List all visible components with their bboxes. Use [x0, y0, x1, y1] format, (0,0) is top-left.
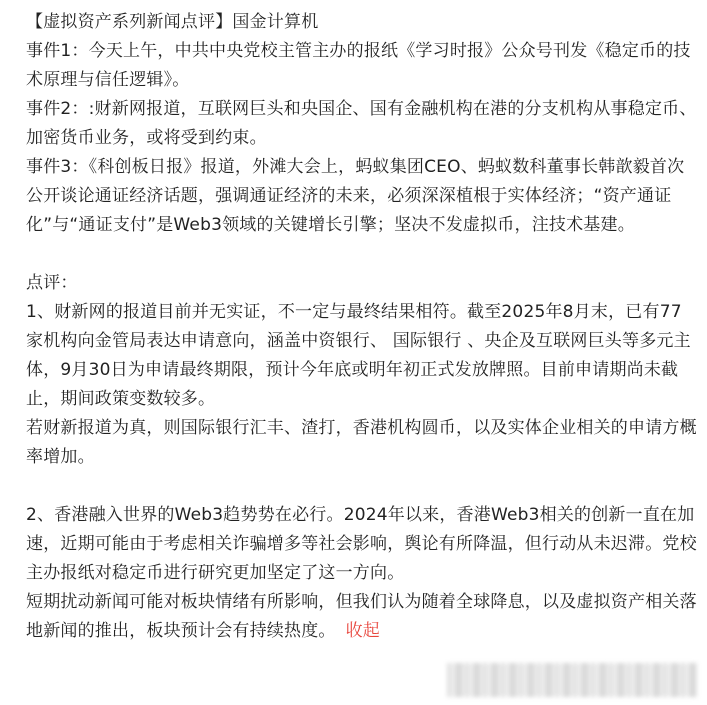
collapse-link[interactable]: 收起 — [345, 621, 381, 641]
comment-2-followup-text: 短期扰动新闻可能对板块情绪有所影响，但我们认为随着全球降息，以及虚拟资产相关落地新闻的推出，板块预计会有持续热度。 — [26, 592, 697, 641]
blurred-overlay — [447, 663, 697, 697]
spacer — [26, 240, 697, 269]
event-1: 事件1：今天上午，中共中央党校主管主办的报纸《学习时报》公众号刊发《稳定币的技术原理与信任逻辑》。 — [26, 41, 691, 90]
comment-1-followup: 若财新报道为真，则国际银行汇丰、渣打，香港机构圆币，以及实体企业相关的申请方概率增加。 — [26, 418, 697, 467]
post-title: 【虚拟资产系列新闻点评】国金计算机 — [26, 12, 319, 32]
spacer — [26, 472, 697, 501]
event-2: 事件2：:财新网报道，互联网巨头和央国企、国有金融机构在港的分支机构从事稳定币、加密货币业务，或将受到约束。 — [26, 99, 697, 148]
comment-label: 点评： — [26, 273, 78, 293]
comment-1: 1、财新网的报道目前并无实证，不一定与最终结果相符。截至2025年8月末，已有77家机构向金管局表达申请意向，涵盖中资银行、 国际银行 、央企及互联网巨头等多元主体，9月30日为申请最终期限，预计今年底或明年初正式发放牌照。目前申请期尚未截止，期间政策变数较多。 — [26, 302, 691, 409]
event-3: 事件3：《科创板日报》报道，外滩大会上，蚂蚁集团CEO、蚂蚁数科董事长韩歆毅首次公开谈论通证经济话题，强调通证经济的未来，必须深深植根于实体经济；“资产通证化”与“通证支付”是Web3领域的关键增长引擎；坚决不发虚拟币，注技术基建。 — [26, 157, 685, 235]
comment-2: 2、香港融入世界的Web3趋势势在必行。2024年以来，香港Web3相关的创新一直在加速，近期可能由于考虑相关诈骗增多等社会影响，舆论有所降温，但行动从未迟滞。党校主办报纸对稳定币进行研究更加坚定了这一方向。 — [26, 505, 697, 583]
comment-2-followup — [26, 588, 697, 646]
